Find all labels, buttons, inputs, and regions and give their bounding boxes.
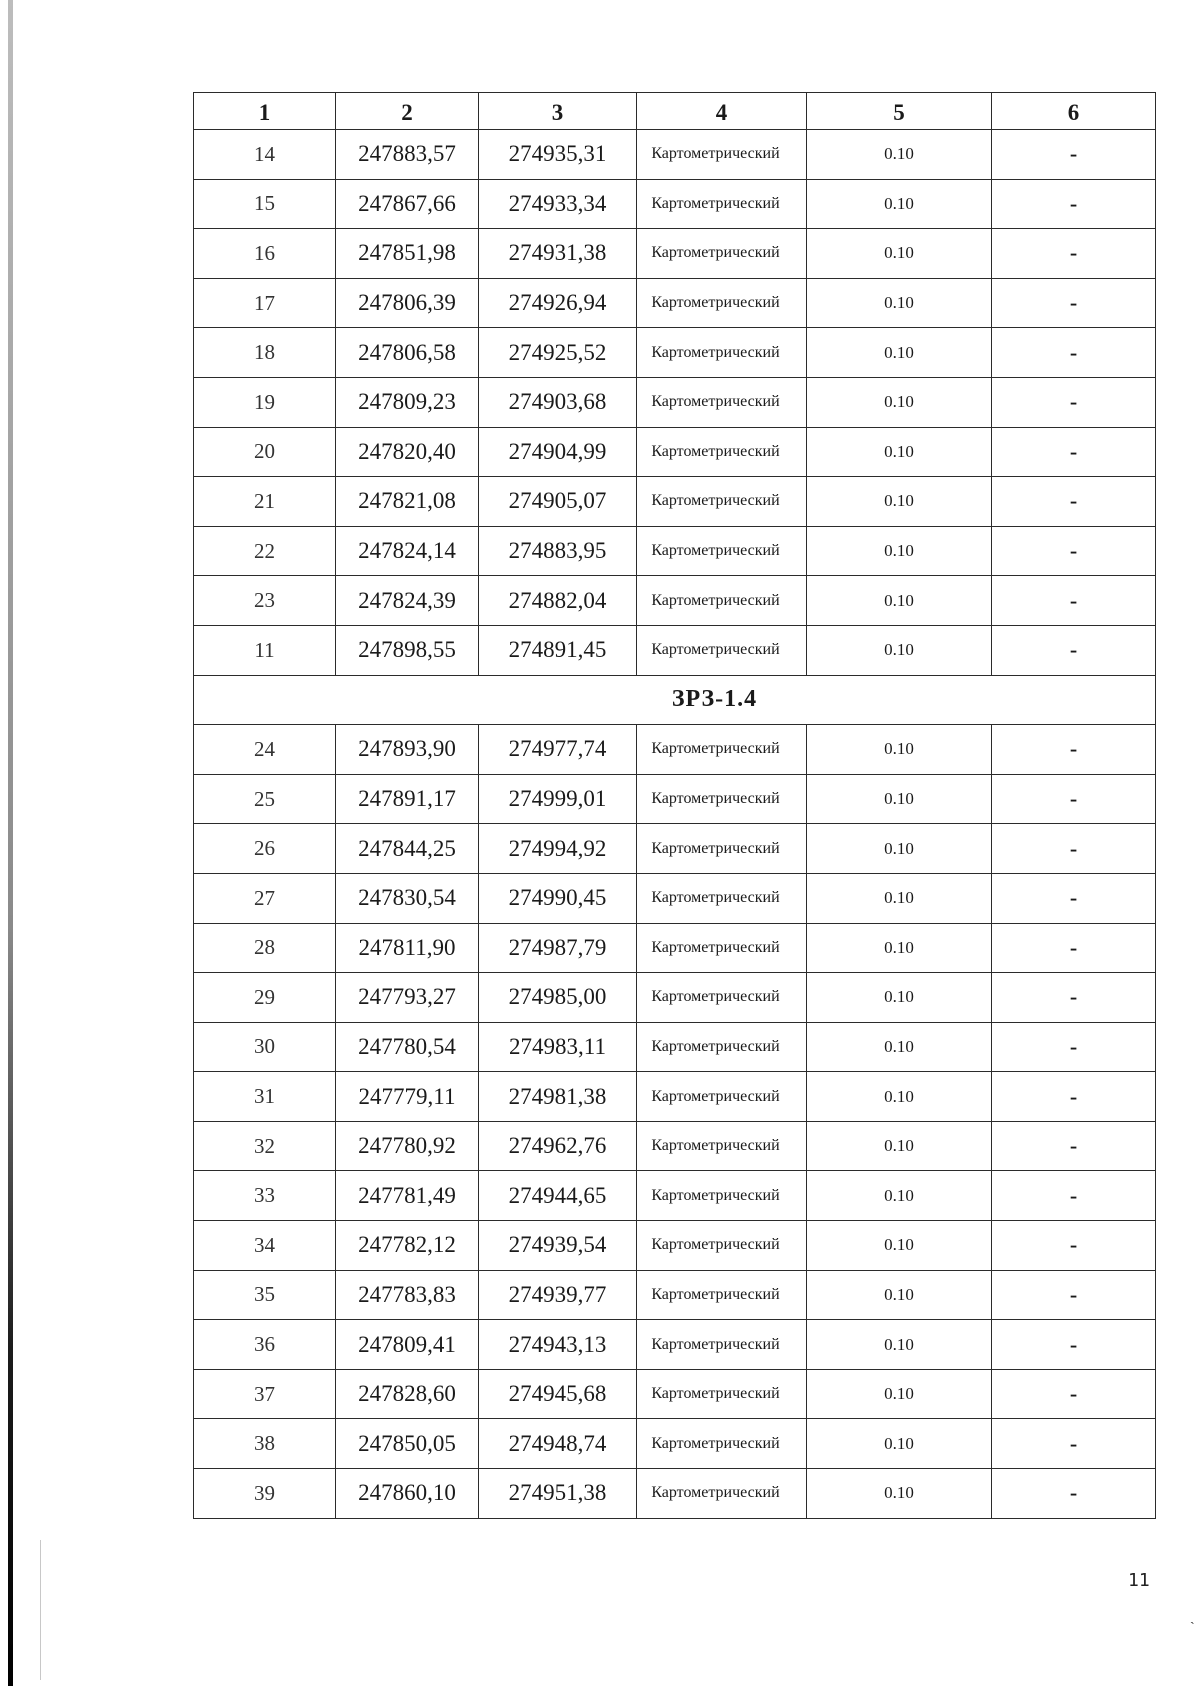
- point-number-cell: 21: [194, 477, 336, 527]
- note-cell: -: [992, 377, 1156, 427]
- accuracy-cell: 0.10: [807, 1320, 992, 1370]
- note-cell: -: [992, 625, 1156, 675]
- x-coordinate-cell: 247850,05: [336, 1419, 479, 1469]
- x-coordinate-cell: 247828,60: [336, 1369, 479, 1419]
- method-text: Картометрический: [651, 1285, 780, 1303]
- point-number-cell: 14: [194, 130, 336, 180]
- method-cell: [637, 873, 807, 923]
- x-coordinate-cell: 247809,23: [336, 377, 479, 427]
- method-text: Картометрический: [651, 641, 780, 659]
- note-cell: -: [992, 1121, 1156, 1171]
- x-coordinate-cell: 247883,57: [336, 130, 479, 180]
- method-text: Картометрический: [651, 1037, 780, 1055]
- y-coordinate-cell: 274944,65: [479, 1171, 637, 1221]
- table-row: [194, 1320, 1156, 1370]
- section-header-row: [194, 675, 1156, 725]
- accuracy-cell: 0.10: [807, 526, 992, 576]
- note-cell: -: [992, 328, 1156, 378]
- point-number-cell: 30: [194, 1022, 336, 1072]
- method-text: Картометрический: [651, 145, 780, 163]
- note-cell: -: [992, 1171, 1156, 1221]
- point-number-cell: 22: [194, 526, 336, 576]
- accuracy-cell: 0.10: [807, 427, 992, 477]
- method-text: Картометрический: [651, 442, 780, 460]
- table-row: [194, 477, 1156, 527]
- x-coordinate-cell: 247860,10: [336, 1469, 479, 1519]
- y-coordinate-cell: 274951,38: [479, 1469, 637, 1519]
- y-coordinate-cell: 274945,68: [479, 1369, 637, 1419]
- x-coordinate-cell: 247781,49: [336, 1171, 479, 1221]
- y-coordinate-cell: 274939,54: [479, 1221, 637, 1271]
- x-coordinate-cell: 247783,83: [336, 1270, 479, 1320]
- y-coordinate-cell: 274925,52: [479, 328, 637, 378]
- x-coordinate-cell: 247793,27: [336, 973, 479, 1023]
- table-row: [194, 1171, 1156, 1221]
- accuracy-cell: 0.10: [807, 1221, 992, 1271]
- column-header: 3: [479, 93, 637, 130]
- method-text: Картометрический: [651, 244, 780, 262]
- y-coordinate-cell: 274948,74: [479, 1419, 637, 1469]
- note-cell: -: [992, 1369, 1156, 1419]
- note-cell: -: [992, 229, 1156, 279]
- table-row: [194, 576, 1156, 626]
- point-number-cell: 25: [194, 774, 336, 824]
- x-coordinate-cell: 247893,90: [336, 725, 479, 775]
- accuracy-cell: 0.10: [807, 824, 992, 874]
- y-coordinate-cell: 274883,95: [479, 526, 637, 576]
- table-row: [194, 427, 1156, 477]
- table-row: [194, 229, 1156, 279]
- method-cell: [637, 1171, 807, 1221]
- x-coordinate-cell: 247830,54: [336, 873, 479, 923]
- y-coordinate-cell: 274985,00: [479, 973, 637, 1023]
- x-coordinate-cell: 247891,17: [336, 774, 479, 824]
- point-number-cell: 15: [194, 179, 336, 229]
- accuracy-cell: 0.10: [807, 1270, 992, 1320]
- point-number-cell: 31: [194, 1072, 336, 1122]
- x-coordinate-cell: 247821,08: [336, 477, 479, 527]
- method-text: Картометрический: [651, 988, 780, 1006]
- y-coordinate-cell: 274990,45: [479, 873, 637, 923]
- method-text: Картометрический: [651, 790, 780, 808]
- y-coordinate-cell: 274904,99: [479, 427, 637, 477]
- note-cell: -: [992, 824, 1156, 874]
- point-number-cell: 23: [194, 576, 336, 626]
- note-cell: -: [992, 1270, 1156, 1320]
- method-text: Картометрический: [651, 194, 780, 212]
- method-cell: [637, 1022, 807, 1072]
- accuracy-cell: 0.10: [807, 1369, 992, 1419]
- method-cell: [637, 477, 807, 527]
- method-cell: [637, 1320, 807, 1370]
- method-text: Картометрический: [651, 740, 780, 758]
- point-number-cell: 34: [194, 1221, 336, 1271]
- method-text: Картометрический: [651, 1236, 780, 1254]
- note-cell: -: [992, 1320, 1156, 1370]
- y-coordinate-cell: 274905,07: [479, 477, 637, 527]
- x-coordinate-cell: 247809,41: [336, 1320, 479, 1370]
- point-number-cell: 20: [194, 427, 336, 477]
- accuracy-cell: 0.10: [807, 377, 992, 427]
- x-coordinate-cell: 247780,92: [336, 1121, 479, 1171]
- accuracy-cell: 0.10: [807, 130, 992, 180]
- y-coordinate-cell: 274994,92: [479, 824, 637, 874]
- x-coordinate-cell: 247806,39: [336, 278, 479, 328]
- method-cell: [637, 179, 807, 229]
- table-row: [194, 130, 1156, 180]
- y-coordinate-cell: 274882,04: [479, 576, 637, 626]
- scan-border-shadow: [8, 0, 13, 1686]
- table-row: [194, 328, 1156, 378]
- section-title: ЗРЗ-1.4: [194, 675, 1156, 725]
- method-cell: [637, 1469, 807, 1519]
- x-coordinate-cell: 247820,40: [336, 427, 479, 477]
- column-header: 6: [992, 93, 1156, 130]
- accuracy-cell: 0.10: [807, 477, 992, 527]
- table-row: [194, 824, 1156, 874]
- column-header: 5: [807, 93, 992, 130]
- y-coordinate-cell: 274931,38: [479, 229, 637, 279]
- point-number-cell: 36: [194, 1320, 336, 1370]
- column-header: 4: [637, 93, 807, 130]
- accuracy-cell: 0.10: [807, 1022, 992, 1072]
- method-text: Картометрический: [651, 938, 780, 956]
- method-cell: [637, 973, 807, 1023]
- accuracy-cell: 0.10: [807, 774, 992, 824]
- table-row: [194, 873, 1156, 923]
- accuracy-cell: 0.10: [807, 1419, 992, 1469]
- method-text: Картометрический: [651, 1087, 780, 1105]
- y-coordinate-cell: 274987,79: [479, 923, 637, 973]
- point-number-cell: 37: [194, 1369, 336, 1419]
- method-cell: [637, 1072, 807, 1122]
- accuracy-cell: 0.10: [807, 278, 992, 328]
- method-text: Картометрический: [651, 1484, 780, 1502]
- table-row: [194, 526, 1156, 576]
- accuracy-cell: 0.10: [807, 1072, 992, 1122]
- x-coordinate-cell: 247898,55: [336, 625, 479, 675]
- note-cell: -: [992, 1469, 1156, 1519]
- y-coordinate-cell: 274999,01: [479, 774, 637, 824]
- method-text: Картометрический: [651, 343, 780, 361]
- table-header-row: [194, 93, 1156, 130]
- x-coordinate-cell: 247851,98: [336, 229, 479, 279]
- table-row: [194, 973, 1156, 1023]
- table-row: [194, 1121, 1156, 1171]
- note-cell: -: [992, 774, 1156, 824]
- point-number-cell: 17: [194, 278, 336, 328]
- column-header: 1: [194, 93, 336, 130]
- method-text: Картометрический: [651, 1137, 780, 1155]
- table-row: [194, 1419, 1156, 1469]
- point-number-cell: 33: [194, 1171, 336, 1221]
- method-text: Картометрический: [651, 492, 780, 510]
- method-cell: [637, 625, 807, 675]
- y-coordinate-cell: 274903,68: [479, 377, 637, 427]
- point-number-cell: 18: [194, 328, 336, 378]
- note-cell: -: [992, 526, 1156, 576]
- table-row: [194, 1022, 1156, 1072]
- note-cell: -: [992, 973, 1156, 1023]
- scan-mark: ˏ: [1190, 1610, 1195, 1625]
- table-row: [194, 377, 1156, 427]
- method-cell: [637, 328, 807, 378]
- method-cell: [637, 774, 807, 824]
- method-text: Картометрический: [651, 542, 780, 560]
- point-number-cell: 29: [194, 973, 336, 1023]
- accuracy-cell: 0.10: [807, 923, 992, 973]
- point-number-cell: 24: [194, 725, 336, 775]
- method-cell: [637, 229, 807, 279]
- table-row: [194, 725, 1156, 775]
- note-cell: -: [992, 278, 1156, 328]
- note-cell: -: [992, 179, 1156, 229]
- y-coordinate-cell: 274939,77: [479, 1270, 637, 1320]
- method-text: Картометрический: [651, 591, 780, 609]
- x-coordinate-cell: 247811,90: [336, 923, 479, 973]
- x-coordinate-cell: 247806,58: [336, 328, 479, 378]
- point-number-cell: 11: [194, 625, 336, 675]
- scan-border-line: [40, 1540, 41, 1680]
- table-row: [194, 923, 1156, 973]
- x-coordinate-cell: 247824,39: [336, 576, 479, 626]
- point-number-cell: 19: [194, 377, 336, 427]
- table-row: [194, 278, 1156, 328]
- table-row: [194, 1072, 1156, 1122]
- point-number-cell: 28: [194, 923, 336, 973]
- accuracy-cell: 0.10: [807, 625, 992, 675]
- method-text: Картометрический: [651, 1434, 780, 1452]
- method-cell: [637, 1221, 807, 1271]
- method-cell: [637, 725, 807, 775]
- accuracy-cell: 0.10: [807, 1171, 992, 1221]
- accuracy-cell: 0.10: [807, 576, 992, 626]
- note-cell: -: [992, 923, 1156, 973]
- method-text: Картометрический: [651, 1186, 780, 1204]
- x-coordinate-cell: 247782,12: [336, 1221, 479, 1271]
- y-coordinate-cell: 274981,38: [479, 1072, 637, 1122]
- table-row: [194, 1221, 1156, 1271]
- method-text: Картометрический: [651, 393, 780, 411]
- accuracy-cell: 0.10: [807, 1121, 992, 1171]
- method-cell: [637, 427, 807, 477]
- point-number-cell: 27: [194, 873, 336, 923]
- note-cell: -: [992, 477, 1156, 527]
- method-cell: [637, 130, 807, 180]
- note-cell: -: [992, 130, 1156, 180]
- y-coordinate-cell: 274926,94: [479, 278, 637, 328]
- y-coordinate-cell: 274891,45: [479, 625, 637, 675]
- method-text: Картометрический: [651, 1385, 780, 1403]
- method-cell: [637, 526, 807, 576]
- accuracy-cell: 0.10: [807, 328, 992, 378]
- accuracy-cell: 0.10: [807, 873, 992, 923]
- note-cell: -: [992, 1072, 1156, 1122]
- table-row: [194, 774, 1156, 824]
- table-row: [194, 625, 1156, 675]
- coordinates-table: [193, 92, 1156, 1519]
- note-cell: -: [992, 1419, 1156, 1469]
- accuracy-cell: 0.10: [807, 1469, 992, 1519]
- method-cell: [637, 1121, 807, 1171]
- x-coordinate-cell: 247780,54: [336, 1022, 479, 1072]
- note-cell: -: [992, 1221, 1156, 1271]
- method-cell: [637, 1270, 807, 1320]
- point-number-cell: 35: [194, 1270, 336, 1320]
- method-text: Картометрический: [651, 839, 780, 857]
- method-cell: [637, 923, 807, 973]
- y-coordinate-cell: 274935,31: [479, 130, 637, 180]
- accuracy-cell: 0.10: [807, 229, 992, 279]
- x-coordinate-cell: 247867,66: [336, 179, 479, 229]
- table-row: [194, 1270, 1156, 1320]
- note-cell: -: [992, 1022, 1156, 1072]
- column-header: 2: [336, 93, 479, 130]
- accuracy-cell: 0.10: [807, 179, 992, 229]
- note-cell: -: [992, 576, 1156, 626]
- method-cell: [637, 278, 807, 328]
- y-coordinate-cell: 274943,13: [479, 1320, 637, 1370]
- accuracy-cell: 0.10: [807, 973, 992, 1023]
- point-number-cell: 38: [194, 1419, 336, 1469]
- table-row: [194, 179, 1156, 229]
- method-cell: [637, 576, 807, 626]
- method-cell: [637, 377, 807, 427]
- note-cell: -: [992, 725, 1156, 775]
- method-text: Картометрический: [651, 1335, 780, 1353]
- method-cell: [637, 1369, 807, 1419]
- point-number-cell: 26: [194, 824, 336, 874]
- note-cell: -: [992, 427, 1156, 477]
- page-number: 11: [1128, 1570, 1150, 1591]
- point-number-cell: 39: [194, 1469, 336, 1519]
- point-number-cell: 32: [194, 1121, 336, 1171]
- method-text: Картометрический: [651, 889, 780, 907]
- x-coordinate-cell: 247824,14: [336, 526, 479, 576]
- table-row: [194, 1469, 1156, 1519]
- y-coordinate-cell: 274977,74: [479, 725, 637, 775]
- x-coordinate-cell: 247844,25: [336, 824, 479, 874]
- y-coordinate-cell: 274983,11: [479, 1022, 637, 1072]
- y-coordinate-cell: 274933,34: [479, 179, 637, 229]
- point-number-cell: 16: [194, 229, 336, 279]
- x-coordinate-cell: 247779,11: [336, 1072, 479, 1122]
- note-cell: -: [992, 873, 1156, 923]
- y-coordinate-cell: 274962,76: [479, 1121, 637, 1171]
- accuracy-cell: 0.10: [807, 725, 992, 775]
- table-row: [194, 1369, 1156, 1419]
- method-text: Картометрический: [651, 294, 780, 312]
- method-cell: [637, 1419, 807, 1469]
- method-cell: [637, 824, 807, 874]
